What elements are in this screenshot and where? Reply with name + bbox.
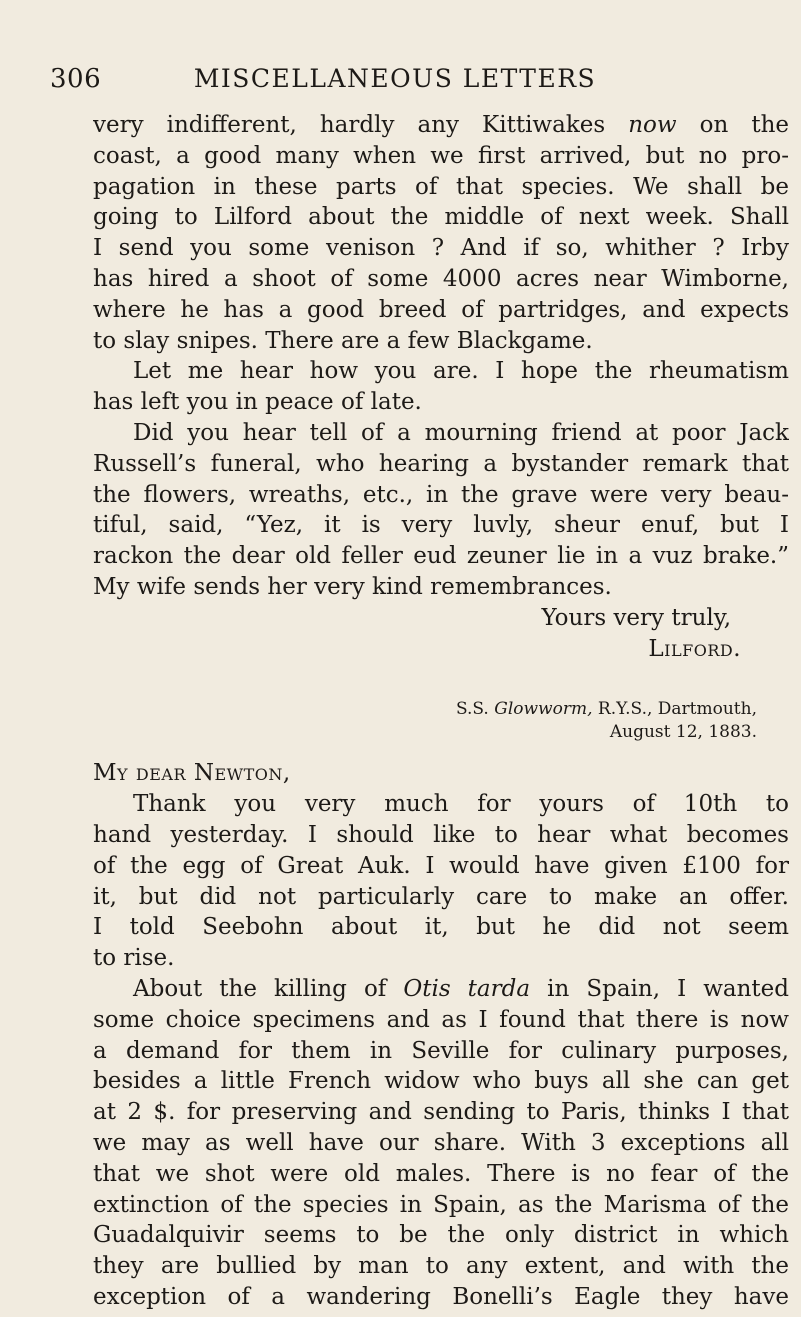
letter1-closing: Yours very truly, xyxy=(541,604,731,631)
letter2-line: it, but did not particularly care to make an offer. xyxy=(93,883,789,910)
letter2-line: About the killing of Otis tarda in Spain, I wanted xyxy=(133,975,789,1002)
letter1-line: coast, a good many when we first arrived, but no pro- xyxy=(93,142,789,169)
letter1-line: the flowers, wreaths, etc., in the grave were very beau- xyxy=(93,481,789,508)
letter2-line: a demand for them in Seville for culinary purposes, xyxy=(93,1037,789,1064)
letter1-line: has left you in peace of late. xyxy=(93,389,422,416)
letter2-salutation: My dear Newton, xyxy=(93,760,291,787)
letter2-line: of the egg of Great Auk. I would have given £100 for xyxy=(93,852,789,879)
letter2-line: at 2 $. for preserving and sending to Paris, thinks I that xyxy=(93,1099,789,1126)
letter2-line: Guadalquivir seems to be the only district in which xyxy=(93,1222,789,1249)
italic-word: now xyxy=(628,112,677,138)
letter2-line: some choice specimens and as I found that there is now xyxy=(93,1006,789,1033)
letter2-line: exception of a wandering Bonelli’s Eagle they have xyxy=(93,1283,789,1310)
letter1-line: Did you hear tell of a mourning friend at poor Jack xyxy=(133,419,789,446)
letter2-line: Thank you very much for yours of 10th to xyxy=(133,791,789,818)
letter2-line: hand yesterday. I should like to hear what becomes xyxy=(93,821,789,848)
letter2-line: besides a little French widow who buys all she can get xyxy=(93,1068,789,1095)
letter2-line: to rise. xyxy=(93,945,175,972)
running-head: MISCELLANEOUS LETTERS xyxy=(193,64,597,93)
letter2-line: I told Seebohn about it, but he did not seem xyxy=(93,914,789,941)
letter1-line: My wife sends her very kind remembrances. xyxy=(93,573,612,600)
letter1-line: I send you some venison ? And if so, whither ? Irby xyxy=(93,235,789,262)
letter1-line: pagation in these parts of that species. We shall be xyxy=(93,173,789,200)
letter1-line: has hired a shoot of some 4000 acres near Wimborne, xyxy=(93,265,789,292)
page-number: 306 xyxy=(50,64,102,94)
letter2-line: extinction of the species in Spain, as the Marisma of the xyxy=(93,1191,789,1218)
letter1-line: Russell’s funeral, who hearing a bystander remark that xyxy=(93,450,789,477)
vessel-name: Glowworm, xyxy=(494,699,593,720)
letter1-line: very indifferent, hardly any Kittiwakes now on the xyxy=(93,112,789,138)
letter1-line: to slay snipes. There are a few Blackgame. xyxy=(93,327,593,354)
letter2-line: that we shot were old males. There is no fear of the xyxy=(93,1160,789,1187)
letter2-dateline: S.S. Glowworm, R.Y.S., Dartmouth, xyxy=(455,699,757,720)
letter1-line: rackon the dear old feller eud zeuner lie in a vuz brake.” xyxy=(93,543,789,570)
letter2-date: August 12, 1883. xyxy=(609,722,757,743)
species-name: Otis tarda xyxy=(403,975,531,1002)
letter1-line: tiful, said, “Yez, it is very luvly, sheur enuf, but I xyxy=(93,512,789,539)
letter1-signature: Lilford. xyxy=(648,635,741,662)
letter1-line: Let me hear how you are. I hope the rheumatism xyxy=(133,358,789,385)
letter1-line: where he has a good breed of partridges, and expects xyxy=(93,296,789,323)
letter2-line: they are bullied by man to any extent, and with the xyxy=(93,1253,789,1280)
letter2-line: we may as well have our share. With 3 exceptions all xyxy=(93,1129,789,1156)
page-header xyxy=(50,64,740,104)
page-body xyxy=(93,110,789,1313)
letter1-line: going to Lilford about the middle of next week. Shall xyxy=(93,204,789,231)
